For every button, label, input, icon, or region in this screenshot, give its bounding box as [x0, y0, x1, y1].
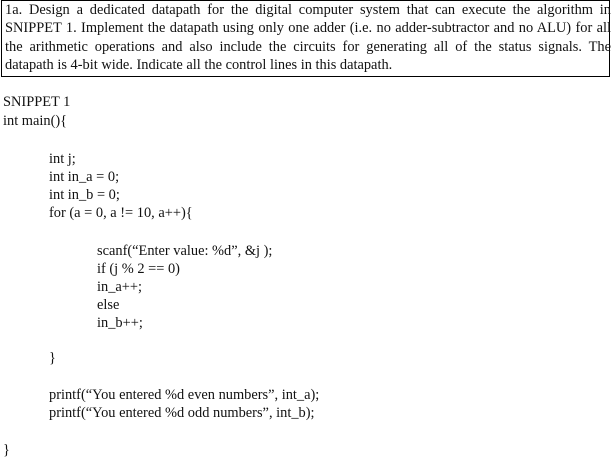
code-scanf: scanf(“Enter value: %d”, &j );: [97, 243, 273, 259]
code-for-close: }: [49, 350, 56, 366]
code-inc-a: in_a++;: [97, 279, 143, 295]
code-printf-odd: printf(“You entered %d odd numbers”, int_b);: [49, 405, 315, 421]
code-inc-b: in_b++;: [97, 315, 143, 331]
question-text: 1a. Design a dedicated datapath for the digital computer system that can execute the algorithm in SNIPPET 1. Implement the datapath using only one adder (i.e. no adder-subtractor and no ALU) for all the arithmetic operations and also include the circuits for generating all of the status signals. The datapath is 4-bit wide. Indicate all the control lines in this datapath.: [5, 2, 611, 73]
code-decl-j: int j;: [49, 151, 76, 167]
question-box: [1, 0, 610, 77]
code-for-loop: for (a = 0, a != 10, a++){: [49, 205, 193, 221]
code-decl-in-a: int in_a = 0;: [49, 169, 120, 185]
snippet-title: SNIPPET 1: [3, 94, 71, 110]
code-else: else: [97, 297, 120, 313]
code-printf-even: printf(“You entered %d even numbers”, int_a);: [49, 387, 320, 403]
code-decl-in-b: int in_b = 0;: [49, 187, 120, 203]
code-main-close: }: [3, 442, 10, 458]
main-signature: int main(){: [3, 113, 68, 129]
code-if: if (j % 2 == 0): [97, 261, 180, 277]
